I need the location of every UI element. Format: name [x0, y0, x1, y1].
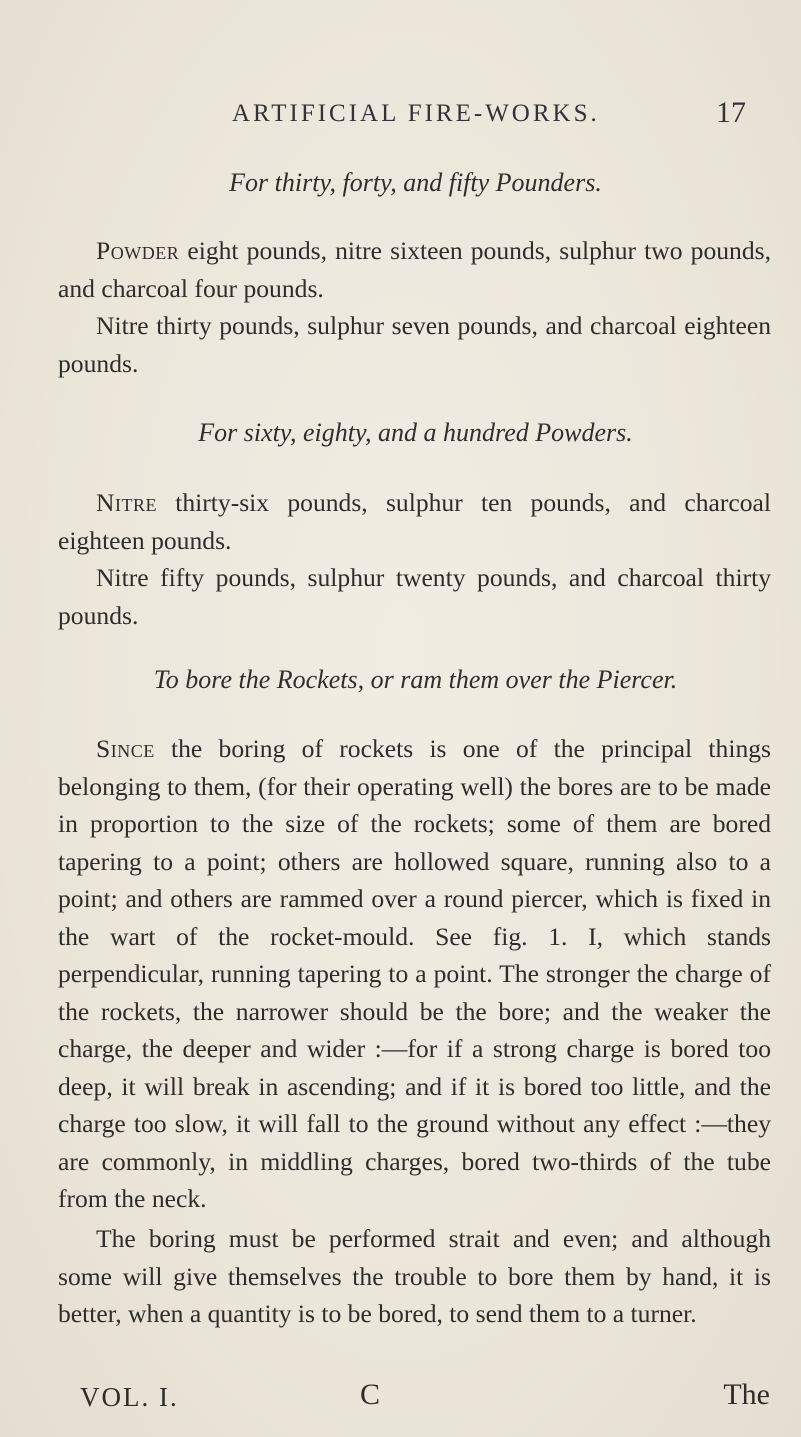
paragraph — [58, 1220, 771, 1333]
paragraph — [58, 232, 771, 307]
paragraph-text: the boring of rockets is one of the principal things belonging to them, (for their operating well) the bores are to be made in proportion to the size of the rockets; some of them are bored tapering to a point; others are hollowed square, running also to a point; and others are rammed over a round piercer, which is fixed in the wart of the rocket-mould. See fig. 1. I, which stands perpendicular, running tapering to a point. The stronger the charge of the rockets, the narrower should be the bore; and the weaker the charge, the deeper and wider :—for if a strong charge is bored too deep, it will break in ascending; and if it is bored too little, and the charge too slow, it will fall to the ground without any effect :—they are commonly, in middling charges, bored two-thirds of the tube from the neck. — [58, 734, 771, 1213]
section-heading-large-pounders: For thirty, forty, and fifty Pounders. — [229, 168, 602, 197]
paragraph — [58, 730, 771, 1218]
catchword: The — [723, 1378, 770, 1411]
paragraph-text: thirty-six pounds, sulphur ten pounds, and charcoal eighteen pounds. — [58, 488, 771, 555]
paragraph-lead: Since — [96, 734, 155, 763]
paragraph — [58, 559, 771, 634]
paragraph-text: Nitre fifty pounds, sulphur twenty pounds, and charcoal thirty pounds. — [58, 563, 771, 630]
signature-mark: C — [360, 1378, 381, 1411]
section-heading-hundred-powders: For sixty, eighty, and a hundred Powders. — [198, 418, 633, 447]
page-header — [0, 96, 801, 140]
running-head: ARTIFICIAL FIRE-WORKS. — [232, 100, 600, 127]
paragraph — [58, 484, 771, 559]
paragraph-lead: Nitre — [96, 488, 157, 517]
paragraph — [58, 307, 771, 382]
paragraph-lead: Powder — [96, 236, 180, 265]
paragraph-text: Nitre thirty pounds, sulphur seven pounds, and charcoal eighteen pounds. — [58, 311, 771, 378]
page-number: 17 — [716, 96, 746, 129]
section-heading-bore-rockets: To bore the Rockets, or ram them over the Piercer. — [153, 665, 678, 694]
page-footer — [80, 1378, 770, 1422]
paragraph-text: eight pounds, nitre sixteen pounds, sulphur two pounds, and charcoal four pounds. — [58, 236, 771, 303]
signature-volume: VOL. I. — [80, 1382, 179, 1412]
paragraph-text: The boring must be performed strait and even; and although some will give themselves the trouble to bore them by hand, it is better, when a quantity is to be bored, to send them to a turner. — [58, 1224, 771, 1328]
